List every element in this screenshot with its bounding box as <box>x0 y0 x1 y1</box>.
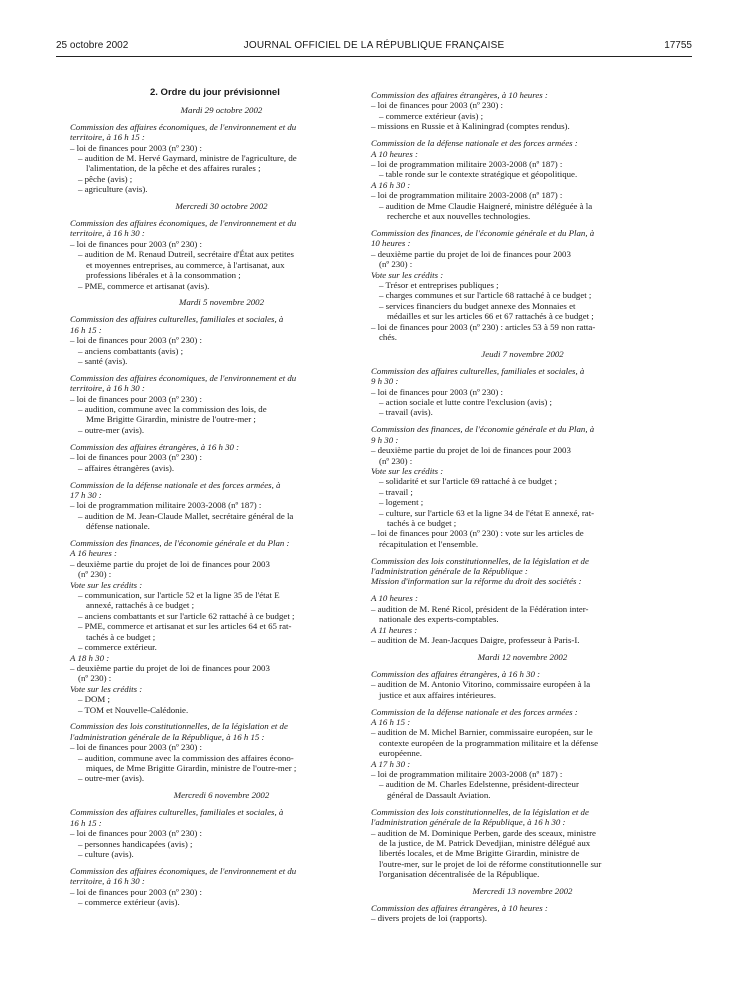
agenda-heading: A 17 h 30 : <box>371 758 411 769</box>
agenda-heading: Mission d'information sur la réforme du droit des sociétés : <box>371 576 582 587</box>
agenda-subitem: – commerce extérieur (avis). <box>78 897 180 908</box>
agenda-heading: Vote sur les crédits : <box>70 579 143 590</box>
agenda-heading: A 10 heures : <box>371 593 418 604</box>
agenda-heading: Commission des lois constitutionnelles, de la législation et de <box>70 721 288 732</box>
agenda-heading: Commission des affaires étrangères, à 16 h 30 : <box>70 441 240 452</box>
agenda-subitem: – PME, commerce et artisanat et sur les articles 64 et 65 rat- <box>78 621 292 632</box>
agenda-subitem: justice et aux affaires intérieures. <box>379 689 496 700</box>
agenda-subitem: – culture (avis). <box>78 848 134 859</box>
agenda-heading: Commission des affaires étrangères, à 10 heures : <box>371 90 548 100</box>
agenda-item: – audition de M. René Ricol, président de la Fédération inter- <box>371 603 589 614</box>
agenda-heading: A 16 h 15 : <box>371 716 411 727</box>
agenda-heading: l'administration générale de la République, à 16 h 30 : <box>371 817 566 828</box>
agenda-item: – loi de finances pour 2003 (nº 230) : <box>70 238 202 249</box>
agenda-subitem: chés. <box>379 331 397 342</box>
agenda-heading: 16 h 15 : <box>70 817 102 828</box>
agenda-subitem: – audition de M. Charles Edelstenne, président-directeur <box>379 779 579 790</box>
agenda-heading: Vote sur les crédits : <box>371 465 444 476</box>
day-heading: Mercredi 30 octobre 2002 <box>175 201 268 212</box>
agenda-item: – loi de finances pour 2003 (nº 230) : <box>70 142 202 153</box>
agenda-heading: territoire, à 16 h 30 : <box>70 383 145 394</box>
agenda-continuation: médailles et sur les articles 66 et 67 rattachés à ce budget ; <box>387 311 594 322</box>
agenda-item: – audition de M. Antonio Vitorino, commissaire européen à la <box>371 679 591 690</box>
agenda-heading: Commission des affaires étrangères, à 16 h 30 : <box>371 668 541 679</box>
agenda-item: – audition de M. Michel Barnier, commissaire européen, sur le <box>371 727 593 738</box>
agenda-heading: territoire, à 16 h 15 : <box>70 132 145 143</box>
header-page-number: 17755 <box>664 40 692 51</box>
agenda-heading: Commission des affaires culturelles, familiales et sociales, à <box>70 314 284 325</box>
agenda-heading: A 18 h 30 : <box>70 652 110 663</box>
agenda-subitem: – commerce extérieur. <box>78 642 157 653</box>
agenda-subitem: – audition de Mme Claudie Haigneré, ministre déléguée à la <box>379 200 593 211</box>
agenda-continuation: professions libérales et à la consommation ; <box>86 270 241 281</box>
agenda-item: – loi de finances pour 2003 (nº 230) : vote sur les articles de <box>371 528 584 539</box>
day-heading: Mardi 5 novembre 2002 <box>178 297 265 308</box>
agenda-item: – deuxième partie du projet de loi de finances pour 2003 <box>70 558 270 569</box>
agenda-subitem: libertés locales, et de Mme Brigitte Girardin, ministre de <box>379 848 580 859</box>
agenda-subitem: – audition de M. Renaud Dutreil, secrétaire d'État aux petites <box>78 249 294 260</box>
agenda-heading: Commission de la défense nationale et des forces armées : <box>371 706 578 717</box>
header-date: 25 octobre 2002 <box>56 40 129 51</box>
right-column <box>371 90 676 924</box>
agenda-heading: territoire, à 16 h 30 : <box>70 876 145 887</box>
agenda-heading: Commission des affaires économiques, de l'environnement et du <box>70 865 297 876</box>
agenda-subitem: – charges communes et sur l'article 68 rattaché à ce budget ; <box>379 290 592 301</box>
agenda-continuation: et moyennes entreprises, au commerce, à l'artisanat, aux <box>86 259 285 270</box>
day-heading: Jeudi 7 novembre 2002 <box>481 348 564 359</box>
agenda-heading: Commission des finances, de l'économie générale et du Plan : <box>70 538 290 549</box>
agenda-heading: Commission de la défense nationale et des forces armées : <box>371 138 578 149</box>
agenda-heading: A 11 heures : <box>371 624 418 635</box>
agenda-subitem: – services financiers du budget annexe des Monnaies et <box>379 300 576 311</box>
agenda-heading: Commission des affaires culturelles, familiales et sociales, à <box>371 365 585 376</box>
agenda-heading: A 10 heures : <box>371 148 418 159</box>
agenda-subitem: – personnes handicapées (avis) ; <box>78 838 193 849</box>
agenda-item: – loi de finances pour 2003 (nº 230) : <box>70 828 202 839</box>
day-heading: Mardi 29 octobre 2002 <box>180 104 263 115</box>
agenda-item: – loi de finances pour 2003 (nº 230) : <box>70 452 202 463</box>
agenda-heading: Vote sur les crédits : <box>70 683 143 694</box>
agenda-subitem: – commerce extérieur (avis) ; <box>379 110 484 121</box>
agenda-heading: 9 h 30 : <box>371 434 399 445</box>
agenda-item: – deuxième partie du projet de loi de finances pour 2003 <box>371 248 571 259</box>
agenda-heading: Commission des affaires culturelles, familiales et sociales, à <box>70 807 284 818</box>
agenda-item: – loi de programmation militaire 2003-2008 (nº 187) : <box>371 158 563 169</box>
agenda-heading: Commission des affaires étrangères, à 10 heures : <box>371 902 548 913</box>
agenda-continuation: Mme Brigitte Girardin, ministre de l'outre-mer ; <box>86 414 256 425</box>
agenda-item: – audition de M. Dominique Perben, garde des sceaux, ministre <box>371 827 596 838</box>
agenda-subitem: – table ronde sur le contexte stratégique et géopolitique. <box>379 169 578 180</box>
agenda-item: – audition de M. Jean-Jacques Daigre, professeur à Paris-I. <box>371 635 580 645</box>
agenda-subitem: – affaires étrangères (avis). <box>78 462 175 473</box>
agenda-continuation: annexé, rattachés à ce budget ; <box>86 600 195 611</box>
agenda-continuation: miques, de Mme Brigitte Girardin, ministre de l'outre-mer ; <box>86 763 297 774</box>
agenda-heading: 10 heures : <box>371 238 411 249</box>
agenda-subitem: l'organisation décentralisée de la République. <box>379 869 540 880</box>
agenda-subitem: nationale des experts-comptables. <box>379 614 499 625</box>
agenda-subitem: – audition, commune avec la commission des lois, de <box>78 404 267 415</box>
agenda-subitem: (nº 230) : <box>78 569 112 580</box>
agenda-heading: 17 h 30 : <box>70 489 102 500</box>
agenda-subitem: contexte européen de la programmation militaire et la défense <box>379 737 599 748</box>
agenda-heading: 9 h 30 : <box>371 376 399 387</box>
agenda-item: – loi de programmation militaire 2003-2008 (nº 187) : <box>371 768 563 779</box>
agenda-subitem: – anciens combattants et sur l'article 62 rattaché à ce budget ; <box>78 610 295 621</box>
agenda-heading: 16 h 15 : <box>70 324 102 335</box>
agenda-item: – loi de finances pour 2003 (nº 230) : articles 53 à 59 non ratta- <box>371 321 596 332</box>
agenda-continuation: l'alimentation, de la pêche et des affaires rurales ; <box>86 163 261 174</box>
agenda-subitem: – agriculture (avis). <box>78 184 148 195</box>
agenda-subitem: – Trésor et entreprises publiques ; <box>379 279 499 290</box>
day-heading: Mercredi 6 novembre 2002 <box>173 790 270 801</box>
agenda-heading: Commission des affaires économiques, de l'environnement et du <box>70 121 297 132</box>
agenda-subitem: – outre-mer (avis). <box>78 773 145 784</box>
agenda-subitem: – culture, sur l'article 63 et la ligne 34 de l'état E annexé, rat- <box>379 507 595 518</box>
agenda-heading: Commission des lois constitutionnelles, de la législation et de <box>371 555 589 566</box>
agenda-heading: Commission des finances, de l'économie générale et du Plan, à <box>371 227 595 238</box>
agenda-item: – loi de finances pour 2003 (nº 230) : <box>371 100 503 111</box>
agenda-subitem: – communication, sur l'article 52 et la ligne 35 de l'état E <box>78 590 280 601</box>
agenda-heading: Vote sur les crédits : <box>371 269 444 280</box>
header-journal-title: JOURNAL OFFICIEL DE LA RÉPUBLIQUE FRANÇAISE <box>243 40 505 51</box>
agenda-continuation: tachés à ce budget ; <box>387 517 457 528</box>
header-rule <box>56 56 692 57</box>
agenda-continuation: défense nationale. <box>86 521 150 532</box>
agenda-subitem: – anciens combattants (avis) ; <box>78 345 184 356</box>
agenda-item: – loi de finances pour 2003 (nº 230) : <box>70 393 202 404</box>
agenda-heading: Commission des affaires économiques, de l'environnement et du <box>70 218 297 229</box>
agenda-heading: A 16 h 30 : <box>371 179 411 190</box>
agenda-continuation: recherche et aux nouvelles technologies. <box>387 210 531 221</box>
agenda-subitem: – outre-mer (avis). <box>78 424 145 435</box>
agenda-heading: l'administration générale de la République : <box>371 566 528 577</box>
agenda-item: – divers projets de loi (rapports). <box>371 913 487 924</box>
agenda-heading: l'administration générale de la République, à 16 h 15 : <box>70 731 265 742</box>
agenda-subitem: – travail ; <box>379 486 413 497</box>
agenda-subitem: – audition, commune avec la commission des affaires écono- <box>78 752 294 763</box>
agenda-subitem: – solidarité et sur l'article 69 rattaché à ce budget ; <box>379 476 557 487</box>
agenda-item: – missions en Russie et à Kaliningrad (comptes rendus). <box>371 121 570 132</box>
agenda-heading: A 16 heures : <box>70 548 117 559</box>
agenda-subitem: – TOM et Nouvelle-Calédonie. <box>78 704 189 715</box>
agenda-heading: Commission des lois constitutionnelles, de la législation et de <box>371 806 589 817</box>
agenda-heading: Commission des finances, de l'économie générale et du Plan, à <box>371 424 595 435</box>
agenda-item: – loi de finances pour 2003 (nº 230) : <box>70 886 202 897</box>
agenda-subitem: – audition de M. Hervé Gaymard, ministre de l'agriculture, de <box>78 153 297 164</box>
agenda-subitem: – logement ; <box>379 497 424 508</box>
day-heading: Mardi 12 novembre 2002 <box>477 651 568 662</box>
agenda-heading: Commission des affaires économiques, de l'environnement et du <box>70 372 297 383</box>
section-title: 2. Ordre du jour prévisionnel <box>150 87 280 98</box>
agenda-subitem: européenne. <box>379 748 422 759</box>
agenda-heading: Commission de la défense nationale et des forces armées, à <box>70 479 281 490</box>
agenda-subitem: – santé (avis). <box>78 355 128 366</box>
day-heading: Mercredi 13 novembre 2002 <box>472 886 573 897</box>
agenda-item: – loi de finances pour 2003 (nº 230) : <box>371 386 503 397</box>
left-column <box>70 88 373 907</box>
agenda-subitem: – action sociale et lutte contre l'exclusion (avis) ; <box>379 396 553 407</box>
agenda-subitem: (nº 230) : <box>78 673 112 684</box>
agenda-heading: territoire, à 16 h 30 : <box>70 228 145 239</box>
agenda-subitem: (nº 230) : <box>379 259 413 270</box>
agenda-continuation: général de Dassault Aviation. <box>387 789 491 800</box>
agenda-item: – loi de finances pour 2003 (nº 230) : <box>70 335 202 346</box>
agenda-subitem: – audition de M. Jean-Claude Mallet, secrétaire général de la <box>78 510 294 521</box>
agenda-subitem: – pêche (avis) ; <box>78 173 133 184</box>
agenda-subitem: l'outre-mer, sur le projet de loi de réforme constitutionnelle sur <box>379 858 602 869</box>
agenda-subitem: – DOM ; <box>78 694 110 705</box>
agenda-item: – deuxième partie du projet de loi de finances pour 2003 <box>70 662 270 673</box>
agenda-item: – loi de finances pour 2003 (nº 230) : <box>70 742 202 753</box>
agenda-item: – loi de programmation militaire 2003-2008 (nº 187) : <box>70 500 262 511</box>
agenda-item: – deuxième partie du projet de loi de finances pour 2003 <box>371 445 571 456</box>
agenda-subitem: récapitulation et l'ensemble. <box>379 538 479 549</box>
agenda-subitem: – PME, commerce et artisanat (avis). <box>78 280 210 291</box>
page-header <box>0 40 748 56</box>
agenda-subitem: de la justice, de M. Patrick Devedjian, ministre délégué aux <box>379 837 591 848</box>
agenda-subitem: (nº 230) : <box>379 455 413 466</box>
agenda-item: – loi de programmation militaire 2003-2008 (nº 187) : <box>371 190 563 201</box>
agenda-subitem: – travail (avis). <box>379 407 433 418</box>
agenda-continuation: tachés à ce budget ; <box>86 631 156 642</box>
